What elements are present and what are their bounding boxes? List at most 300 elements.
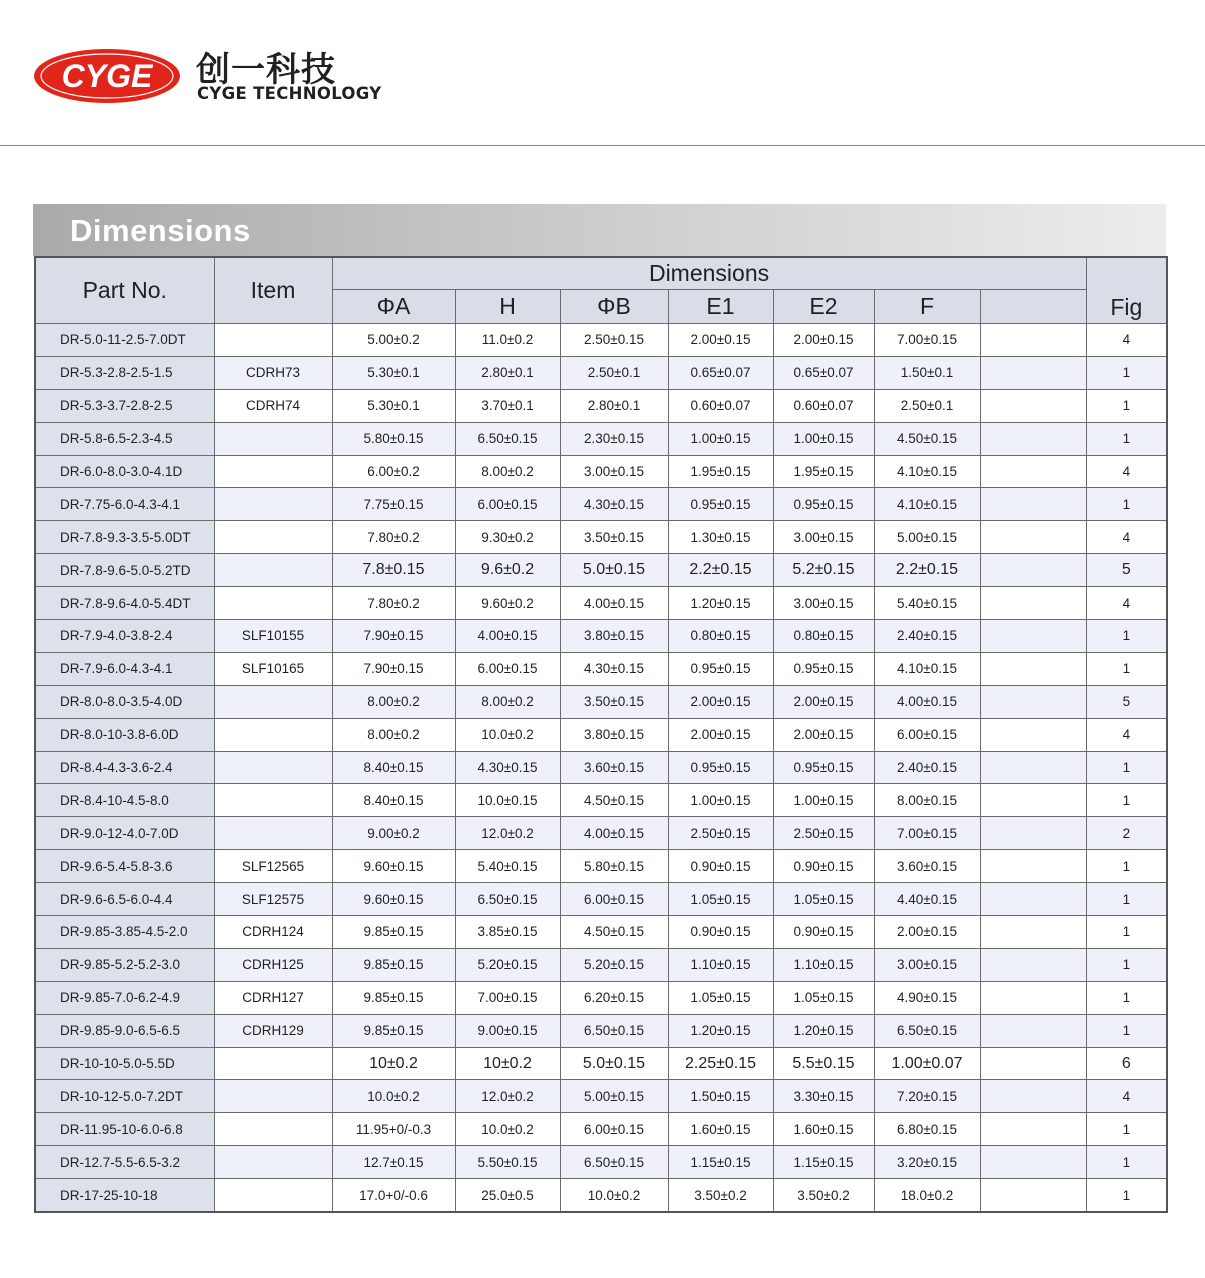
phi-b-cell: 2.30±0.15: [560, 422, 668, 455]
phi-a-cell: 9.60±0.15: [332, 850, 455, 883]
table-row: [35, 948, 1167, 981]
table-row: [35, 981, 1167, 1014]
fig-cell: 5: [1086, 685, 1167, 718]
fig-cell: 1: [1086, 751, 1167, 784]
blank-cell: [980, 587, 1086, 620]
f-cell: 4.10±0.15: [874, 652, 980, 685]
item-cell: [214, 817, 332, 850]
fig-cell: 5: [1086, 554, 1167, 587]
e1-cell: 0.95±0.15: [668, 751, 773, 784]
phi-a-cell: 11.95+0/-0.3: [332, 1113, 455, 1146]
h-cell: 6.00±0.15: [455, 488, 560, 521]
item-cell: CDRH125: [214, 948, 332, 981]
h-cell: 2.80±0.1: [455, 356, 560, 389]
phi-b-cell: 3.00±0.15: [560, 455, 668, 488]
blank-cell: [980, 1113, 1086, 1146]
fig-cell: 4: [1086, 718, 1167, 751]
phi-a-cell: 8.40±0.15: [332, 784, 455, 817]
item-cell: SLF10165: [214, 652, 332, 685]
phi-a-cell: 5.30±0.1: [332, 356, 455, 389]
header-dimensions: Dimensions: [332, 257, 1086, 290]
phi-a-cell: 7.80±0.2: [332, 521, 455, 554]
h-cell: 25.0±0.5: [455, 1179, 560, 1212]
e2-cell: 0.60±0.07: [773, 389, 874, 422]
item-cell: SLF12575: [214, 883, 332, 916]
table-row: [35, 1047, 1167, 1080]
e2-cell: 0.95±0.15: [773, 652, 874, 685]
part-no-cell: DR-9.85-5.2-5.2-3.0: [35, 948, 214, 981]
blank-cell: [980, 850, 1086, 883]
table-row: [35, 751, 1167, 784]
f-cell: 3.60±0.15: [874, 850, 980, 883]
item-cell: [214, 422, 332, 455]
blank-cell: [980, 981, 1086, 1014]
table-row: [35, 422, 1167, 455]
phi-a-cell: 5.80±0.15: [332, 422, 455, 455]
e2-cell: 0.95±0.15: [773, 751, 874, 784]
part-no-cell: DR-5.8-6.5-2.3-4.5: [35, 422, 214, 455]
f-cell: 2.2±0.15: [874, 554, 980, 587]
fig-cell: 4: [1086, 324, 1167, 357]
item-cell: [214, 587, 332, 620]
table-row: [35, 521, 1167, 554]
blank-cell: [980, 620, 1086, 653]
item-cell: [214, 324, 332, 357]
f-cell: 7.20±0.15: [874, 1080, 980, 1113]
item-cell: SLF12565: [214, 850, 332, 883]
part-no-cell: DR-8.0-8.0-3.5-4.0D: [35, 685, 214, 718]
part-no-cell: DR-7.75-6.0-4.3-4.1: [35, 488, 214, 521]
phi-a-cell: 7.90±0.15: [332, 620, 455, 653]
e1-cell: 1.50±0.15: [668, 1080, 773, 1113]
blank-cell: [980, 751, 1086, 784]
phi-b-cell: 6.00±0.15: [560, 1113, 668, 1146]
e1-cell: 0.95±0.15: [668, 488, 773, 521]
part-no-cell: DR-9.6-5.4-5.8-3.6: [35, 850, 214, 883]
e1-cell: 1.60±0.15: [668, 1113, 773, 1146]
phi-b-cell: 4.00±0.15: [560, 817, 668, 850]
fig-cell: 1: [1086, 981, 1167, 1014]
phi-a-cell: 9.00±0.2: [332, 817, 455, 850]
fig-cell: 1: [1086, 652, 1167, 685]
f-cell: 5.00±0.15: [874, 521, 980, 554]
h-cell: 12.0±0.2: [455, 817, 560, 850]
e1-cell: 1.10±0.15: [668, 948, 773, 981]
part-no-cell: DR-6.0-8.0-3.0-4.1D: [35, 455, 214, 488]
phi-b-cell: 4.00±0.15: [560, 587, 668, 620]
h-cell: 3.70±0.1: [455, 389, 560, 422]
phi-b-cell: 4.30±0.15: [560, 652, 668, 685]
blank-cell: [980, 1179, 1086, 1212]
part-no-cell: DR-12.7-5.5-6.5-3.2: [35, 1146, 214, 1179]
item-cell: [214, 554, 332, 587]
f-cell: 5.40±0.15: [874, 587, 980, 620]
part-no-cell: DR-11.95-10-6.0-6.8: [35, 1113, 214, 1146]
f-cell: 2.00±0.15: [874, 916, 980, 949]
part-no-cell: DR-9.6-6.5-6.0-4.4: [35, 883, 214, 916]
h-cell: 12.0±0.2: [455, 1080, 560, 1113]
table-row: [35, 389, 1167, 422]
blank-cell: [980, 1047, 1086, 1080]
phi-a-cell: 9.85±0.15: [332, 1014, 455, 1047]
fig-cell: 1: [1086, 422, 1167, 455]
fig-cell: 1: [1086, 916, 1167, 949]
blank-cell: [980, 685, 1086, 718]
e1-cell: 1.15±0.15: [668, 1146, 773, 1179]
e1-cell: 1.05±0.15: [668, 883, 773, 916]
part-no-cell: DR-7.9-6.0-4.3-4.1: [35, 652, 214, 685]
e2-cell: 5.2±0.15: [773, 554, 874, 587]
table-row: [35, 356, 1167, 389]
fig-cell: 6: [1086, 1047, 1167, 1080]
fig-cell: 1: [1086, 356, 1167, 389]
e2-cell: 1.00±0.15: [773, 784, 874, 817]
e2-cell: 0.80±0.15: [773, 620, 874, 653]
blank-cell: [980, 883, 1086, 916]
table-body: [35, 324, 1167, 1213]
part-no-cell: DR-8.4-4.3-3.6-2.4: [35, 751, 214, 784]
part-no-cell: DR-5.3-2.8-2.5-1.5: [35, 356, 214, 389]
fig-cell: 1: [1086, 389, 1167, 422]
phi-a-cell: 9.85±0.15: [332, 916, 455, 949]
phi-b-cell: 10.0±0.2: [560, 1179, 668, 1212]
blank-cell: [980, 652, 1086, 685]
phi-b-cell: 5.20±0.15: [560, 948, 668, 981]
e2-cell: 2.00±0.15: [773, 685, 874, 718]
part-no-cell: DR-10-12-5.0-7.2DT: [35, 1080, 214, 1113]
item-cell: [214, 751, 332, 784]
phi-a-cell: 8.40±0.15: [332, 751, 455, 784]
section-title-bar: [33, 204, 1166, 256]
table-row: [35, 455, 1167, 488]
e1-cell: 0.95±0.15: [668, 652, 773, 685]
h-cell: 6.50±0.15: [455, 422, 560, 455]
header-part-no: Part No.: [35, 257, 214, 324]
fig-cell: 1: [1086, 488, 1167, 521]
fig-cell: 1: [1086, 1146, 1167, 1179]
table-row: [35, 850, 1167, 883]
part-no-cell: DR-7.8-9.6-4.0-5.4DT: [35, 587, 214, 620]
logo-text: CYGE: [61, 58, 153, 94]
phi-a-cell: 7.90±0.15: [332, 652, 455, 685]
f-cell: 4.90±0.15: [874, 981, 980, 1014]
e1-cell: 2.2±0.15: [668, 554, 773, 587]
item-cell: [214, 1146, 332, 1179]
h-cell: 6.50±0.15: [455, 883, 560, 916]
phi-b-cell: 5.00±0.15: [560, 1080, 668, 1113]
table-row: [35, 718, 1167, 751]
e1-cell: 1.00±0.15: [668, 422, 773, 455]
phi-b-cell: 6.20±0.15: [560, 981, 668, 1014]
phi-b-cell: 3.80±0.15: [560, 620, 668, 653]
part-no-cell: DR-8.4-10-4.5-8.0: [35, 784, 214, 817]
phi-b-cell: 2.50±0.15: [560, 324, 668, 357]
h-cell: 10±0.2: [455, 1047, 560, 1080]
e1-cell: 2.25±0.15: [668, 1047, 773, 1080]
item-cell: CDRH73: [214, 356, 332, 389]
fig-cell: 1: [1086, 948, 1167, 981]
table-row: [35, 817, 1167, 850]
f-cell: 3.20±0.15: [874, 1146, 980, 1179]
part-no-cell: DR-9.85-7.0-6.2-4.9: [35, 981, 214, 1014]
blank-cell: [980, 1014, 1086, 1047]
blank-cell: [980, 1080, 1086, 1113]
part-no-cell: DR-7.8-9.3-3.5-5.0DT: [35, 521, 214, 554]
phi-a-cell: 9.85±0.15: [332, 948, 455, 981]
f-cell: 1.00±0.07: [874, 1047, 980, 1080]
header-item: Item: [214, 257, 332, 324]
table-row: [35, 652, 1167, 685]
fig-cell: 1: [1086, 1179, 1167, 1212]
part-no-cell: DR-9.85-9.0-6.5-6.5: [35, 1014, 214, 1047]
item-cell: CDRH74: [214, 389, 332, 422]
e2-cell: 1.15±0.15: [773, 1146, 874, 1179]
phi-a-cell: 9.85±0.15: [332, 981, 455, 1014]
h-cell: 7.00±0.15: [455, 981, 560, 1014]
f-cell: 7.00±0.15: [874, 324, 980, 357]
item-cell: [214, 1179, 332, 1212]
table-row: [35, 620, 1167, 653]
f-cell: 6.80±0.15: [874, 1113, 980, 1146]
fig-cell: 1: [1086, 883, 1167, 916]
item-cell: [214, 718, 332, 751]
f-cell: 3.00±0.15: [874, 948, 980, 981]
phi-b-cell: 4.50±0.15: [560, 784, 668, 817]
e1-cell: 1.30±0.15: [668, 521, 773, 554]
e2-cell: 1.05±0.15: [773, 883, 874, 916]
part-no-cell: DR-9.85-3.85-4.5-2.0: [35, 916, 214, 949]
fig-cell: 1: [1086, 620, 1167, 653]
e1-cell: 3.50±0.2: [668, 1179, 773, 1212]
e2-cell: 2.00±0.15: [773, 324, 874, 357]
table-row: [35, 784, 1167, 817]
item-cell: [214, 488, 332, 521]
e2-cell: 3.50±0.2: [773, 1179, 874, 1212]
h-cell: 8.00±0.2: [455, 685, 560, 718]
table-row: [35, 488, 1167, 521]
fig-cell: 4: [1086, 455, 1167, 488]
phi-a-cell: 12.7±0.15: [332, 1146, 455, 1179]
blank-cell: [980, 1146, 1086, 1179]
h-cell: 8.00±0.2: [455, 455, 560, 488]
phi-b-cell: 3.50±0.15: [560, 521, 668, 554]
e1-cell: 2.00±0.15: [668, 718, 773, 751]
item-cell: CDRH124: [214, 916, 332, 949]
header-e2: E2: [773, 290, 874, 324]
header-phi-a: ΦA: [332, 290, 455, 324]
f-cell: 2.50±0.1: [874, 389, 980, 422]
brand-name-en: CYGE TECHNOLOGY: [197, 84, 382, 103]
f-cell: 4.10±0.15: [874, 488, 980, 521]
blank-cell: [980, 521, 1086, 554]
page-header: [0, 0, 1205, 146]
cyge-logo: [33, 48, 181, 104]
h-cell: 11.0±0.2: [455, 324, 560, 357]
header-e1: E1: [668, 290, 773, 324]
fig-cell: 1: [1086, 850, 1167, 883]
part-no-cell: DR-8.0-10-3.8-6.0D: [35, 718, 214, 751]
phi-b-cell: 4.50±0.15: [560, 916, 668, 949]
h-cell: 3.85±0.15: [455, 916, 560, 949]
h-cell: 5.50±0.15: [455, 1146, 560, 1179]
item-cell: [214, 1047, 332, 1080]
blank-cell: [980, 422, 1086, 455]
header-h: H: [455, 290, 560, 324]
e1-cell: 1.00±0.15: [668, 784, 773, 817]
h-cell: 6.00±0.15: [455, 652, 560, 685]
e2-cell: 1.05±0.15: [773, 981, 874, 1014]
blank-cell: [980, 324, 1086, 357]
blank-cell: [980, 488, 1086, 521]
e1-cell: 0.90±0.15: [668, 850, 773, 883]
table-row: [35, 1014, 1167, 1047]
phi-b-cell: 3.50±0.15: [560, 685, 668, 718]
phi-b-cell: 4.30±0.15: [560, 488, 668, 521]
phi-b-cell: 5.80±0.15: [560, 850, 668, 883]
phi-a-cell: 5.00±0.2: [332, 324, 455, 357]
item-cell: [214, 455, 332, 488]
table-row: [35, 883, 1167, 916]
e1-cell: 1.20±0.15: [668, 587, 773, 620]
e2-cell: 3.00±0.15: [773, 587, 874, 620]
part-no-cell: DR-7.8-9.6-5.0-5.2TD: [35, 554, 214, 587]
header-blank: [980, 290, 1086, 324]
item-cell: [214, 685, 332, 718]
phi-b-cell: 2.50±0.1: [560, 356, 668, 389]
table-row: [35, 587, 1167, 620]
header-f: F: [874, 290, 980, 324]
phi-a-cell: 10±0.2: [332, 1047, 455, 1080]
blank-cell: [980, 948, 1086, 981]
h-cell: 5.40±0.15: [455, 850, 560, 883]
phi-a-cell: 17.0+0/-0.6: [332, 1179, 455, 1212]
fig-cell: 4: [1086, 587, 1167, 620]
e2-cell: 3.30±0.15: [773, 1080, 874, 1113]
item-cell: [214, 521, 332, 554]
fig-cell: 4: [1086, 521, 1167, 554]
f-cell: 18.0±0.2: [874, 1179, 980, 1212]
e2-cell: 0.65±0.07: [773, 356, 874, 389]
fig-cell: 4: [1086, 1080, 1167, 1113]
item-cell: SLF10155: [214, 620, 332, 653]
table-row: [35, 554, 1167, 587]
e1-cell: 1.05±0.15: [668, 981, 773, 1014]
dimensions-table: [34, 256, 1168, 1213]
phi-b-cell: 6.50±0.15: [560, 1014, 668, 1047]
part-no-cell: DR-9.0-12-4.0-7.0D: [35, 817, 214, 850]
e1-cell: 0.90±0.15: [668, 916, 773, 949]
h-cell: 10.0±0.2: [455, 718, 560, 751]
table-row: [35, 1080, 1167, 1113]
f-cell: 4.40±0.15: [874, 883, 980, 916]
e1-cell: 1.20±0.15: [668, 1014, 773, 1047]
phi-a-cell: 7.8±0.15: [332, 554, 455, 587]
blank-cell: [980, 784, 1086, 817]
section-title: Dimensions: [70, 213, 251, 248]
e2-cell: 0.90±0.15: [773, 850, 874, 883]
blank-cell: [980, 554, 1086, 587]
f-cell: 4.00±0.15: [874, 685, 980, 718]
fig-cell: 1: [1086, 1014, 1167, 1047]
part-no-cell: DR-7.9-4.0-3.8-2.4: [35, 620, 214, 653]
f-cell: 2.40±0.15: [874, 751, 980, 784]
e2-cell: 3.00±0.15: [773, 521, 874, 554]
e1-cell: 1.95±0.15: [668, 455, 773, 488]
e2-cell: 0.90±0.15: [773, 916, 874, 949]
table-row: [35, 1113, 1167, 1146]
phi-a-cell: 5.30±0.1: [332, 389, 455, 422]
e2-cell: 2.00±0.15: [773, 718, 874, 751]
phi-b-cell: 6.50±0.15: [560, 1146, 668, 1179]
phi-b-cell: 5.0±0.15: [560, 1047, 668, 1080]
f-cell: 8.00±0.15: [874, 784, 980, 817]
e1-cell: 2.50±0.15: [668, 817, 773, 850]
brand-name-cn: 创一科技: [196, 50, 336, 90]
phi-a-cell: 7.80±0.2: [332, 587, 455, 620]
table-row: [35, 685, 1167, 718]
h-cell: 4.30±0.15: [455, 751, 560, 784]
phi-a-cell: 8.00±0.2: [332, 718, 455, 751]
e1-cell: 0.65±0.07: [668, 356, 773, 389]
phi-b-cell: 2.80±0.1: [560, 389, 668, 422]
phi-b-cell: 6.00±0.15: [560, 883, 668, 916]
phi-a-cell: 7.75±0.15: [332, 488, 455, 521]
e2-cell: 5.5±0.15: [773, 1047, 874, 1080]
blank-cell: [980, 916, 1086, 949]
blank-cell: [980, 455, 1086, 488]
h-cell: 10.0±0.15: [455, 784, 560, 817]
fig-cell: 1: [1086, 784, 1167, 817]
e1-cell: 0.60±0.07: [668, 389, 773, 422]
h-cell: 9.60±0.2: [455, 587, 560, 620]
part-no-cell: DR-5.3-3.7-2.8-2.5: [35, 389, 214, 422]
blank-cell: [980, 356, 1086, 389]
item-cell: [214, 784, 332, 817]
e1-cell: 2.00±0.15: [668, 324, 773, 357]
phi-b-cell: 5.0±0.15: [560, 554, 668, 587]
h-cell: 10.0±0.2: [455, 1113, 560, 1146]
f-cell: 2.40±0.15: [874, 620, 980, 653]
phi-a-cell: 6.00±0.2: [332, 455, 455, 488]
item-cell: CDRH127: [214, 981, 332, 1014]
header-fig: Fig: [1086, 257, 1167, 324]
item-cell: [214, 1113, 332, 1146]
e2-cell: 1.20±0.15: [773, 1014, 874, 1047]
phi-b-cell: 3.80±0.15: [560, 718, 668, 751]
f-cell: 7.00±0.15: [874, 817, 980, 850]
e2-cell: 2.50±0.15: [773, 817, 874, 850]
h-cell: 4.00±0.15: [455, 620, 560, 653]
f-cell: 4.10±0.15: [874, 455, 980, 488]
item-cell: CDRH129: [214, 1014, 332, 1047]
blank-cell: [980, 389, 1086, 422]
h-cell: 5.20±0.15: [455, 948, 560, 981]
f-cell: 6.00±0.15: [874, 718, 980, 751]
blank-cell: [980, 718, 1086, 751]
h-cell: 9.00±0.15: [455, 1014, 560, 1047]
f-cell: 6.50±0.15: [874, 1014, 980, 1047]
e2-cell: 1.60±0.15: [773, 1113, 874, 1146]
e1-cell: 2.00±0.15: [668, 685, 773, 718]
item-cell: [214, 1080, 332, 1113]
table-row: [35, 1179, 1167, 1212]
h-cell: 9.30±0.2: [455, 521, 560, 554]
part-no-cell: DR-5.0-11-2.5-7.0DT: [35, 324, 214, 357]
e2-cell: 1.00±0.15: [773, 422, 874, 455]
blank-cell: [980, 817, 1086, 850]
table-row: [35, 916, 1167, 949]
table-row: [35, 1146, 1167, 1179]
